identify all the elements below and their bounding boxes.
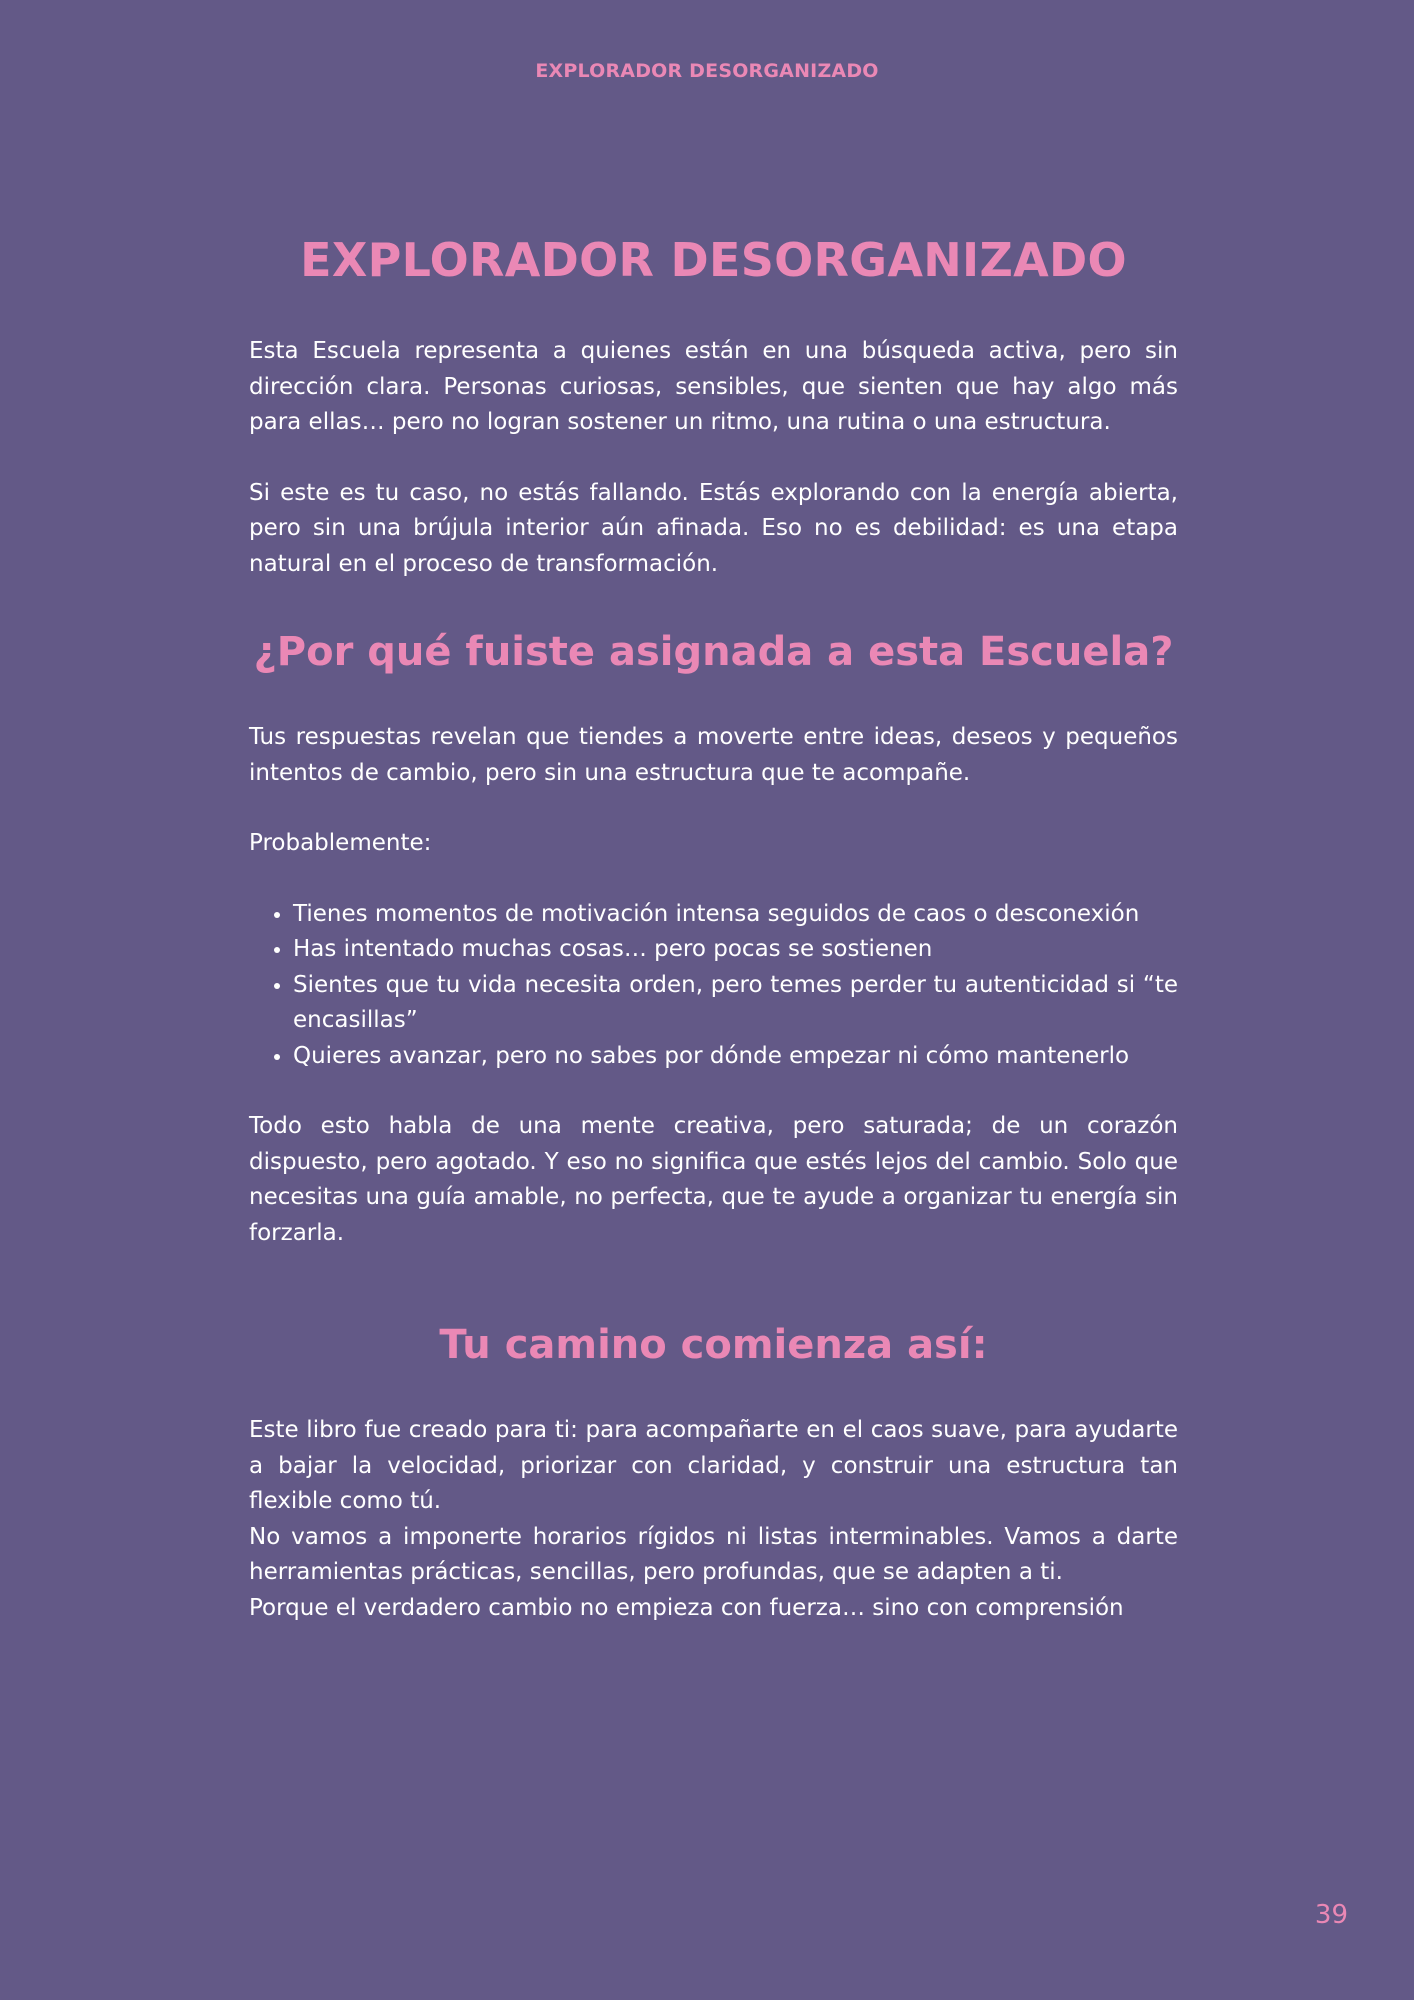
page-title: EXPLORADOR DESORGANIZADO — [300, 233, 1127, 287]
list-item: • Sientes que tu vida necesita orden, pero temes perder tu autenticidad si “te encasillas” — [293, 968, 1178, 1039]
section1-paragraph-3: Todo esto habla de una mente creativa, pero saturada; de un corazón dispuesto, pero agotado. Y eso no significa que estés lejos del cambio. Solo que necesitas una guía amable, no perfecta, que te ayude a organizar tu energía sin forzarla. — [249, 1113, 1178, 1246]
page-number: 39 — [1314, 1900, 1348, 1930]
list-item: • Has intentado muchas cosas… pero pocas se sostienen — [293, 932, 1178, 968]
section1-paragraph-1: Tus respuestas revelan que tiendes a moverte entre ideas, deseos y pequeños intentos de cambio, pero sin una estructura que te acompañe. — [249, 724, 1178, 786]
section-heading-por-que: ¿Por qué fuiste asignada a esta Escuela? — [253, 629, 1174, 675]
section1-paragraph-2: Probablemente: — [249, 830, 432, 856]
page-content — [249, 228, 1178, 1626]
section-heading-camino: Tu camino comienza así: — [439, 1322, 988, 1368]
list-item: • Tienes momentos de motivación intensa seguidos de caos o desconexión — [293, 897, 1178, 933]
section2-paragraph-2: No vamos a imponerte horarios rígidos ni listas interminables. Vamos a darte herramientas prácticas, sencillas, pero profundas, que se adapten a ti. — [249, 1523, 1178, 1585]
bullet-list — [249, 897, 1178, 1075]
intro-paragraph-2: Si este es tu caso, no estás fallando. Estás explorando con la energía abierta, pero sin una brújula interior aún afinada. Eso no es debilidad: es una etapa natural en el proceso de transformación. — [249, 479, 1178, 577]
section2-paragraph-1: Este libro fue creado para ti: para acompañarte en el caos suave, para ayudarte a bajar la velocidad, priorizar con claridad, y construir una estructura tan flexible como tú. — [249, 1417, 1178, 1514]
intro-paragraph-1: Esta Escuela representa a quienes están en una búsqueda activa, pero sin dirección clara. Personas curiosas, sensibles, que sienten que hay algo más para ellas… pero no logran sostener un ritmo, una rutina o una estructura. — [249, 338, 1178, 435]
list-item: • Quieres avanzar, pero no sabes por dónde empezar ni cómo mantenerlo — [293, 1039, 1178, 1075]
running-header: EXPLORADOR DESORGANIZADO — [535, 60, 879, 82]
section2-paragraph-3: Porque el verdadero cambio no empieza con fuerza… sino con comprensión — [249, 1594, 1124, 1621]
